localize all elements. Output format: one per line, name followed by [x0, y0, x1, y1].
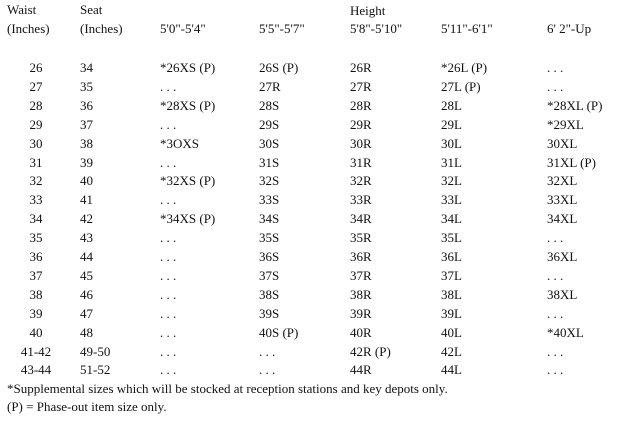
size-cell-5ft8-5ft10: 32R — [350, 173, 372, 188]
size-cell-5ft11-6ft1: 44L — [441, 362, 462, 377]
size-cell-5ft0-5ft4: *32XS (P) — [160, 173, 216, 188]
waist-cell: 30 — [29, 136, 43, 151]
size-cell-5ft11-6ft1: 39L — [441, 306, 462, 321]
size-cell-6ft2-up: *29XL — [547, 117, 584, 132]
size-cell-5ft5-5ft7: 39S — [259, 306, 280, 321]
size-cell-5ft5-5ft7: 29S — [259, 117, 280, 132]
size-cell-5ft0-5ft4: . . . — [160, 192, 177, 207]
waist-cell: 34 — [29, 211, 43, 226]
size-cell-5ft11-6ft1: 27L (P) — [441, 79, 481, 94]
size-cell-6ft2-up: . . . — [547, 268, 564, 283]
size-cell-5ft5-5ft7: 34S — [259, 211, 280, 226]
size-cell-5ft5-5ft7: 28S — [259, 98, 280, 113]
size-cell-5ft8-5ft10: 31R — [350, 155, 372, 170]
waist-cell: 38 — [29, 287, 43, 302]
seat-cell: 37 — [80, 117, 93, 132]
size-cell-6ft2-up: 38XL — [547, 287, 578, 302]
size-cell-5ft8-5ft10: 27R — [350, 79, 372, 94]
size-cell-5ft5-5ft7: 32S — [259, 173, 280, 188]
size-cell-6ft2-up: . . . — [547, 60, 564, 75]
size-cell-5ft11-6ft1: 30L — [441, 136, 462, 151]
size-cell-5ft0-5ft4: . . . — [160, 79, 177, 94]
size-cell-5ft0-5ft4: . . . — [160, 230, 177, 245]
size-cell-5ft0-5ft4: . . . — [160, 287, 177, 302]
seat-cell: 39 — [80, 155, 93, 170]
waist-cell: 43-44 — [20, 362, 52, 377]
size-cell-5ft0-5ft4: . . . — [160, 306, 177, 321]
size-cell-5ft0-5ft4: . . . — [160, 155, 177, 170]
size-cell-5ft5-5ft7: 40S (P) — [259, 325, 299, 340]
seat-cell: 44 — [80, 249, 93, 264]
waist-cell: 35 — [29, 230, 43, 245]
size-cell-5ft0-5ft4: . . . — [160, 117, 177, 132]
size-cell-5ft0-5ft4: . . . — [160, 344, 177, 359]
seat-cell: 51-52 — [80, 362, 111, 377]
seat-cell: 41 — [80, 192, 93, 207]
size-cell-5ft11-6ft1: *26L (P) — [441, 60, 488, 75]
seat-cell: 35 — [80, 79, 93, 94]
size-cell-6ft2-up: . . . — [547, 362, 564, 377]
height-range-4: 5'11"-6'1" — [441, 21, 493, 36]
height-range-2: 5'5"-5'7" — [259, 21, 305, 36]
size-cell-5ft8-5ft10: 36R — [350, 249, 372, 264]
size-cell-5ft8-5ft10: 35R — [350, 230, 372, 245]
size-cell-6ft2-up: 31XL (P) — [547, 155, 596, 170]
size-cell-5ft11-6ft1: 28L — [441, 98, 462, 113]
waist-cell: 32 — [29, 173, 43, 188]
size-cell-5ft11-6ft1: 29L — [441, 117, 462, 132]
seat-cell: 46 — [80, 287, 93, 302]
size-cell-5ft8-5ft10: 39R — [350, 306, 372, 321]
size-cell-5ft5-5ft7: 26S (P) — [259, 60, 299, 75]
seat-cell: 40 — [80, 173, 93, 188]
size-cell-6ft2-up: 32XL — [547, 173, 578, 188]
footnote-supplemental: *Supplemental sizes which will be stocked at reception stations and key depots only. — [7, 381, 448, 396]
seat-cell: 42 — [80, 211, 93, 226]
size-cell-5ft11-6ft1: 40L — [441, 325, 462, 340]
size-cell-5ft0-5ft4: *34XS (P) — [160, 211, 216, 226]
size-cell-5ft8-5ft10: 40R — [350, 325, 372, 340]
size-cell-5ft8-5ft10: 30R — [350, 136, 372, 151]
waist-header-line2: (Inches) — [7, 21, 50, 36]
waist-header-line1: Waist — [7, 2, 37, 17]
size-cell-5ft5-5ft7: 27R — [259, 79, 281, 94]
seat-cell: 38 — [80, 136, 93, 151]
size-cell-5ft5-5ft7: . . . — [259, 362, 276, 377]
size-cell-5ft11-6ft1: 33L — [441, 192, 462, 207]
size-cell-5ft5-5ft7: 36S — [259, 249, 280, 264]
size-cell-5ft8-5ft10: 42R (P) — [350, 344, 391, 359]
size-cell-5ft8-5ft10: 26R — [350, 60, 372, 75]
size-cell-5ft8-5ft10: 38R — [350, 287, 372, 302]
height-range-1: 5'0"-5'4" — [160, 21, 206, 36]
size-cell-5ft8-5ft10: 29R — [350, 117, 372, 132]
waist-cell: 33 — [29, 192, 43, 207]
seat-cell: 34 — [80, 60, 93, 75]
seat-cell: 45 — [80, 268, 93, 283]
size-cell-6ft2-up: *28XL (P) — [547, 98, 603, 113]
size-cell-5ft11-6ft1: 37L — [441, 268, 462, 283]
size-cell-6ft2-up: . . . — [547, 306, 564, 321]
waist-cell: 26 — [29, 60, 43, 75]
seat-cell: 49-50 — [80, 344, 111, 359]
size-cell-5ft8-5ft10: 28R — [350, 98, 372, 113]
waist-cell: 28 — [29, 98, 43, 113]
size-cell-5ft0-5ft4: *26XS (P) — [160, 60, 216, 75]
seat-header-line1: Seat — [80, 2, 103, 17]
size-cell-5ft0-5ft4: *3OXS — [160, 136, 200, 151]
size-cell-5ft5-5ft7: 33S — [259, 192, 280, 207]
seat-cell: 48 — [80, 325, 93, 340]
size-cell-5ft0-5ft4: . . . — [160, 362, 177, 377]
size-cell-5ft5-5ft7: 31S — [259, 155, 280, 170]
size-cell-6ft2-up: . . . — [547, 79, 564, 94]
footnote-phase-out: (P) = Phase-out item size only. — [7, 399, 167, 414]
size-cell-6ft2-up: 33XL — [547, 192, 578, 207]
waist-cell: 27 — [29, 79, 43, 94]
size-cell-5ft11-6ft1: 42L — [441, 344, 462, 359]
size-cell-6ft2-up: . . . — [547, 344, 564, 359]
size-cell-6ft2-up: *40XL — [547, 325, 584, 340]
seat-cell: 47 — [80, 306, 93, 321]
waist-cell: 40 — [29, 325, 43, 340]
size-cell-5ft5-5ft7: 35S — [259, 230, 280, 245]
size-cell-5ft8-5ft10: 34R — [350, 211, 372, 226]
height-range-3: 5'8"-5'10" — [350, 21, 403, 36]
size-cell-5ft8-5ft10: 44R — [350, 362, 372, 377]
size-cell-6ft2-up: 36XL — [547, 249, 578, 264]
waist-cell: 37 — [29, 268, 43, 283]
waist-cell: 31 — [29, 155, 43, 170]
size-cell-6ft2-up: . . . — [547, 230, 564, 245]
size-cell-5ft0-5ft4: . . . — [160, 249, 177, 264]
size-cell-5ft8-5ft10: 37R — [350, 268, 372, 283]
seat-cell: 43 — [80, 230, 93, 245]
size-cell-6ft2-up: 30XL — [547, 136, 578, 151]
seat-cell: 36 — [80, 98, 93, 113]
size-cell-5ft5-5ft7: 38S — [259, 287, 280, 302]
height-header: Height — [350, 3, 386, 18]
waist-cell: 29 — [29, 117, 43, 132]
size-cell-5ft11-6ft1: 32L — [441, 173, 462, 188]
size-cell-5ft11-6ft1: 35L — [441, 230, 462, 245]
height-range-5: 6' 2"-Up — [547, 21, 592, 36]
size-cell-5ft5-5ft7: . . . — [259, 344, 276, 359]
size-cell-6ft2-up: 34XL — [547, 211, 578, 226]
size-cell-5ft5-5ft7: 30S — [259, 136, 280, 151]
waist-cell: 41-42 — [20, 344, 52, 359]
waist-cell: 39 — [29, 306, 43, 321]
seat-header-line2: (Inches) — [80, 21, 123, 36]
size-cell-5ft11-6ft1: 38L — [441, 287, 462, 302]
size-cell-5ft11-6ft1: 34L — [441, 211, 462, 226]
size-cell-5ft5-5ft7: 37S — [259, 268, 280, 283]
size-cell-5ft0-5ft4: *28XS (P) — [160, 98, 216, 113]
size-cell-5ft8-5ft10: 33R — [350, 192, 372, 207]
size-cell-5ft0-5ft4: . . . — [160, 268, 177, 283]
size-cell-5ft0-5ft4: . . . — [160, 325, 177, 340]
size-cell-5ft11-6ft1: 31L — [441, 155, 462, 170]
waist-cell: 36 — [29, 249, 43, 264]
size-cell-5ft11-6ft1: 36L — [441, 249, 462, 264]
